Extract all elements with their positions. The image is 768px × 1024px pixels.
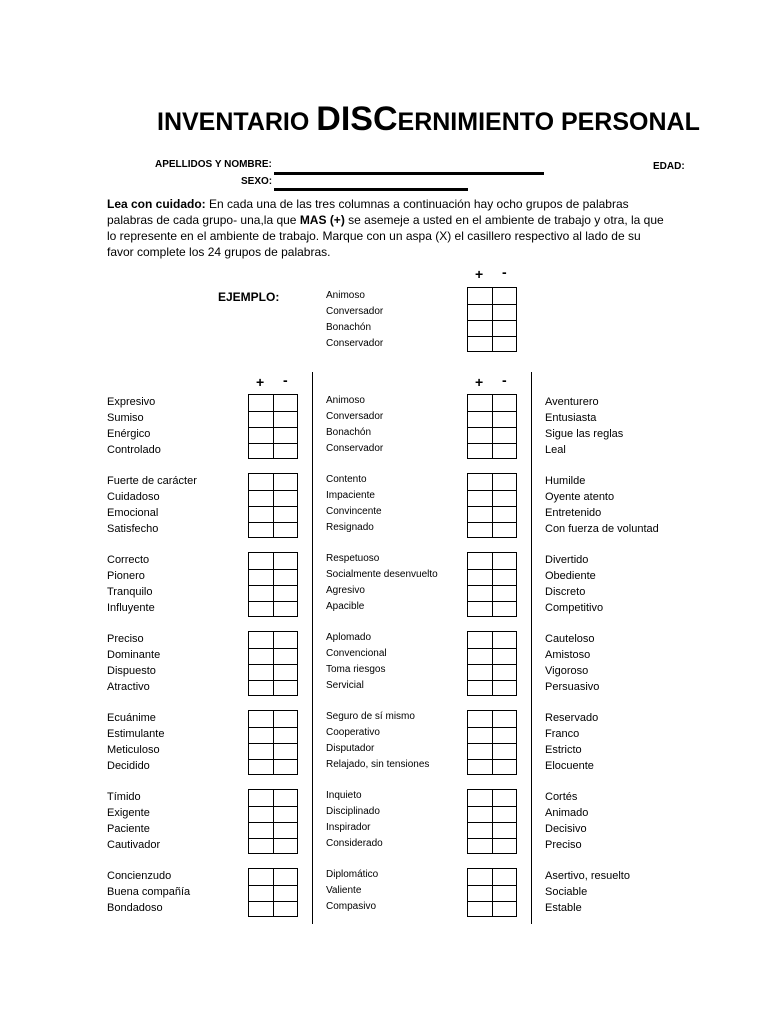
example-label: EJEMPLO: [218, 290, 280, 304]
middle-group-2-word-3: Convincente [326, 506, 382, 517]
left-group-5-checkbox-grid [248, 710, 298, 775]
left-group-4-plus-cell-3[interactable] [249, 664, 273, 679]
example-plus-cell-3[interactable] [468, 320, 492, 335]
left-group-4-word-2: Dominante [107, 649, 161, 661]
middle-group-1-word-4: Conservador [326, 443, 384, 454]
right-group-2-word-2: Oyente atento [545, 491, 615, 503]
middle-group-2-checkbox-grid [467, 473, 517, 538]
left-group-1-minus-cell-3[interactable] [274, 427, 298, 442]
left-group-6-checkbox-grid [248, 789, 298, 854]
left-group-7-minus-cell-1[interactable] [274, 869, 298, 884]
left-group-2-minus-cell-1[interactable] [274, 474, 298, 489]
left-group-2-plus-cell-2[interactable] [249, 490, 273, 505]
left-group-2-minus-cell-4[interactable] [274, 522, 298, 537]
middle-group-1-minus-cell-4[interactable] [493, 443, 517, 458]
middle-group-2-word-4: Resignado [326, 522, 374, 533]
middle-group-2-word-1: Contento [326, 474, 367, 485]
right-group-2-word-4: Con fuerza de voluntad [545, 523, 659, 535]
middle-group-2-minus-cell-2[interactable] [493, 490, 517, 505]
left-group-2-checkbox-grid [248, 473, 298, 538]
instructions-line2-a: palabras de cada grupo- una,la que [107, 213, 300, 227]
right-group-6-word-2: Animado [545, 807, 589, 819]
middle-group-7-minus-cell-2[interactable] [493, 885, 517, 900]
middle-group-4-word-2: Convencional [326, 648, 387, 659]
left-group-2-plus-cell-4[interactable] [249, 522, 273, 537]
middle-group-6-plus-cell-3[interactable] [468, 822, 492, 837]
example-word-3: Bonachón [326, 322, 372, 333]
middle-group-3-word-4: Apacible [326, 601, 365, 612]
left-group-2-word-4: Satisfecho [107, 523, 159, 535]
left-group-6-plus-cell-2[interactable] [249, 806, 273, 821]
instructions [107, 196, 768, 260]
middle-group-7-checkbox-grid [467, 868, 517, 917]
left-group-5-plus-cell-4[interactable] [249, 759, 273, 774]
left-group-2-plus-cell-3[interactable] [249, 506, 273, 521]
middle-group-5-plus-cell-3[interactable] [468, 743, 492, 758]
right-group-5-word-1: Reservado [545, 712, 599, 724]
middle-group-3-word-1: Respetuoso [326, 553, 380, 564]
left-group-1-plus-cell-1[interactable] [249, 395, 273, 410]
left-group-4-minus-cell-3[interactable] [274, 664, 298, 679]
apellidos-field[interactable] [274, 172, 544, 175]
left-group-4-plus-cell-4[interactable] [249, 680, 273, 695]
left-group-5-word-2: Estimulante [107, 728, 165, 740]
left-group-7-minus-cell-2[interactable] [274, 885, 298, 900]
right-group-6-word-4: Preciso [545, 839, 582, 851]
right-group-5-word-2: Franco [545, 728, 580, 740]
middle-group-5-minus-cell-1[interactable] [493, 711, 517, 726]
middle-group-1-word-2: Conversador [326, 411, 384, 422]
left-group-1-plus-cell-2[interactable] [249, 411, 273, 426]
middle-group-6-minus-cell-2[interactable] [493, 806, 517, 821]
middle-group-6-plus-cell-4[interactable] [468, 838, 492, 853]
left-group-2-plus-cell-1[interactable] [249, 474, 273, 489]
middle-group-5-word-1: Seguro de sí mismo [326, 711, 415, 722]
example-minus-cell-1[interactable] [493, 288, 517, 303]
left-group-3-word-1: Correcto [107, 554, 150, 566]
left-group-4-plus-cell-1[interactable] [249, 632, 273, 647]
middle-group-1-plus-cell-1[interactable] [468, 395, 492, 410]
middle-group-2-plus-cell-4[interactable] [468, 522, 492, 537]
instructions-line2-b: se asemeje a usted en el ambiente de trabajo y otra, la que [344, 213, 664, 227]
middle-group-1-minus-cell-2[interactable] [493, 411, 517, 426]
middle-group-5-word-4: Relajado, sin tensiones [326, 759, 430, 770]
title-part-ernimiento: ERNIMIENTO PERSONAL [397, 108, 700, 136]
left-group-1-plus-cell-4[interactable] [249, 443, 273, 458]
left-group-4-minus-cell-4[interactable] [274, 680, 298, 695]
middle-group-2-minus-cell-4[interactable] [493, 522, 517, 537]
left-group-3-plus-cell-1[interactable] [249, 553, 273, 568]
example-minus-cell-2[interactable] [493, 304, 517, 319]
middle-column-plus-header: + [475, 374, 484, 390]
middle-group-4-word-4: Servicial [326, 680, 364, 691]
left-group-6-minus-cell-3[interactable] [274, 822, 298, 837]
middle-group-2-minus-cell-1[interactable] [493, 474, 517, 489]
middle-group-2-plus-cell-1[interactable] [468, 474, 492, 489]
middle-group-5-checkbox-grid [467, 710, 517, 775]
instructions-line4: favor complete los 24 grupos de palabras. [107, 245, 331, 259]
left-group-7-checkbox-grid [248, 868, 298, 917]
middle-group-2-plus-cell-2[interactable] [468, 490, 492, 505]
right-group-2-word-1: Humilde [545, 475, 586, 487]
right-group-4-word-4: Persuasivo [545, 681, 600, 693]
middle-group-4-minus-cell-2[interactable] [493, 648, 517, 663]
left-group-2-minus-cell-3[interactable] [274, 506, 298, 521]
left-group-2-minus-cell-2[interactable] [274, 490, 298, 505]
right-group-2-word-3: Entretenido [545, 507, 602, 519]
left-group-6-minus-cell-2[interactable] [274, 806, 298, 821]
left-group-7-plus-cell-2[interactable] [249, 885, 273, 900]
middle-group-3-minus-cell-4[interactable] [493, 601, 517, 616]
left-column-minus-header: - [283, 372, 288, 388]
left-group-3-minus-cell-3[interactable] [274, 585, 298, 600]
left-group-5-minus-cell-1[interactable] [274, 711, 298, 726]
middle-group-2-word-2: Impaciente [326, 490, 375, 501]
middle-group-4-plus-cell-2[interactable] [468, 648, 492, 663]
middle-group-3-checkbox-grid [467, 552, 517, 617]
left-group-5-plus-cell-2[interactable] [249, 727, 273, 742]
right-group-4-word-3: Vigoroso [545, 665, 589, 677]
middle-group-1-plus-cell-3[interactable] [468, 427, 492, 442]
middle-group-7-plus-cell-1[interactable] [468, 869, 492, 884]
left-group-6-plus-cell-3[interactable] [249, 822, 273, 837]
example-plus-cell-4[interactable] [468, 336, 492, 351]
example-checkbox-grid [467, 287, 517, 352]
right-group-3-word-2: Obediente [545, 570, 596, 582]
left-group-7-plus-cell-3[interactable] [249, 901, 273, 916]
middle-group-6-word-1: Inquieto [326, 790, 362, 801]
example-word-4: Conservador [326, 338, 384, 349]
middle-group-7-word-2: Valiente [326, 885, 362, 896]
left-group-6-word-2: Exigente [107, 807, 150, 819]
middle-group-6-word-3: Inspirador [326, 822, 371, 833]
instructions-lead: Lea con cuidado: [107, 197, 206, 211]
title-part-disc: DISC [316, 100, 398, 138]
middle-group-2-plus-cell-3[interactable] [468, 506, 492, 521]
middle-group-6-plus-cell-1[interactable] [468, 790, 492, 805]
middle-group-4-word-3: Toma riesgos [326, 664, 386, 675]
middle-group-3-plus-cell-2[interactable] [468, 569, 492, 584]
example-minus-header: - [502, 264, 507, 280]
left-group-6-plus-cell-1[interactable] [249, 790, 273, 805]
left-group-1-minus-cell-4[interactable] [274, 443, 298, 458]
middle-group-1-word-1: Animoso [326, 395, 365, 406]
left-group-6-minus-cell-1[interactable] [274, 790, 298, 805]
left-group-6-word-4: Cautivador [107, 839, 161, 851]
right-group-1-word-3: Sigue las reglas [545, 428, 624, 440]
left-group-7-minus-cell-3[interactable] [274, 901, 298, 916]
left-group-4-minus-cell-2[interactable] [274, 648, 298, 663]
left-group-3-minus-cell-1[interactable] [274, 553, 298, 568]
left-group-3-word-2: Pionero [107, 570, 145, 582]
example-plus-header: + [475, 266, 484, 282]
left-group-7-word-3: Bondadoso [107, 902, 163, 914]
middle-group-5-plus-cell-2[interactable] [468, 727, 492, 742]
left-group-3-plus-cell-4[interactable] [249, 601, 273, 616]
example-plus-cell-1[interactable] [468, 288, 492, 303]
left-group-4-word-4: Atractivo [107, 681, 150, 693]
instructions-line1: En cada una de las tres columnas a continuación hay ocho grupos de palabras [205, 197, 629, 211]
left-group-6-minus-cell-4[interactable] [274, 838, 298, 853]
right-group-6-word-1: Cortés [545, 791, 578, 803]
middle-group-3-word-3: Agresivo [326, 585, 365, 596]
middle-group-5-minus-cell-4[interactable] [493, 759, 517, 774]
right-group-3-word-1: Divertido [545, 554, 589, 566]
right-group-4-word-2: Amistoso [545, 649, 591, 661]
middle-group-3-plus-cell-3[interactable] [468, 585, 492, 600]
middle-group-6-plus-cell-2[interactable] [468, 806, 492, 821]
right-group-6-word-3: Decisivo [545, 823, 587, 835]
middle-group-4-plus-cell-1[interactable] [468, 632, 492, 647]
middle-group-5-word-2: Cooperativo [326, 727, 380, 738]
left-group-1-word-2: Sumiso [107, 412, 144, 424]
right-group-5-word-4: Elocuente [545, 760, 594, 772]
middle-group-3-word-2: Socialmente desenvuelto [326, 569, 438, 580]
middle-group-5-minus-cell-3[interactable] [493, 743, 517, 758]
left-group-5-minus-cell-4[interactable] [274, 759, 298, 774]
left-group-3-word-3: Tranquilo [107, 586, 153, 598]
right-group-4-word-1: Cauteloso [545, 633, 595, 645]
middle-group-7-word-3: Compasivo [326, 901, 377, 912]
column-divider-right [531, 372, 532, 924]
left-group-5-word-3: Meticuloso [107, 744, 160, 756]
middle-column-minus-header: - [502, 372, 507, 388]
left-group-1-word-3: Enérgico [107, 428, 151, 440]
middle-group-5-plus-cell-1[interactable] [468, 711, 492, 726]
middle-group-3-plus-cell-4[interactable] [468, 601, 492, 616]
left-group-2-word-3: Emocional [107, 507, 159, 519]
left-group-4-word-3: Dispuesto [107, 665, 156, 677]
left-column-plus-header: + [256, 374, 265, 390]
instructions-line3: lo represente en el ambiente de trabajo. Marque con un aspa (X) el casillero respectivo al lado de su [107, 229, 641, 243]
example-minus-cell-4[interactable] [493, 336, 517, 351]
middle-group-4-minus-cell-3[interactable] [493, 664, 517, 679]
left-group-4-checkbox-grid [248, 631, 298, 696]
middle-group-1-minus-cell-1[interactable] [493, 395, 517, 410]
middle-group-7-word-1: Diplomático [326, 869, 379, 880]
middle-group-7-plus-cell-2[interactable] [468, 885, 492, 900]
middle-group-5-word-3: Disputador [326, 743, 375, 754]
middle-group-7-minus-cell-3[interactable] [493, 901, 517, 916]
left-group-1-minus-cell-2[interactable] [274, 411, 298, 426]
left-group-1-checkbox-grid [248, 394, 298, 459]
instructions-line2-bold: MAS (+) [299, 213, 345, 227]
example-word-2: Conversador [326, 306, 384, 317]
middle-group-4-minus-cell-4[interactable] [493, 680, 517, 695]
right-group-3-word-4: Competitivo [545, 602, 604, 614]
right-group-7-word-2: Sociable [545, 886, 588, 898]
left-group-5-minus-cell-3[interactable] [274, 743, 298, 758]
middle-group-6-checkbox-grid [467, 789, 517, 854]
left-group-6-word-3: Paciente [107, 823, 150, 835]
right-group-3-word-3: Discreto [545, 586, 586, 598]
title-part-inventario: INVENTARIO [157, 108, 310, 136]
right-group-7-word-3: Estable [545, 902, 582, 914]
left-group-5-plus-cell-3[interactable] [249, 743, 273, 758]
edad-label: EDAD: [653, 161, 685, 172]
middle-group-4-checkbox-grid [467, 631, 517, 696]
middle-group-5-plus-cell-4[interactable] [468, 759, 492, 774]
left-group-4-minus-cell-1[interactable] [274, 632, 298, 647]
middle-group-1-checkbox-grid [467, 394, 517, 459]
middle-group-4-minus-cell-1[interactable] [493, 632, 517, 647]
left-group-7-plus-cell-1[interactable] [249, 869, 273, 884]
left-group-6-word-1: Tímido [107, 791, 141, 803]
middle-group-6-minus-cell-4[interactable] [493, 838, 517, 853]
sexo-label: SEXO: [241, 176, 273, 187]
left-group-4-plus-cell-2[interactable] [249, 648, 273, 663]
middle-group-3-plus-cell-1[interactable] [468, 553, 492, 568]
left-group-2-word-2: Cuidadoso [107, 491, 160, 503]
left-group-1-word-4: Controlado [107, 444, 161, 456]
middle-group-6-minus-cell-1[interactable] [493, 790, 517, 805]
left-group-4-word-1: Preciso [107, 633, 144, 645]
left-group-5-plus-cell-1[interactable] [249, 711, 273, 726]
middle-group-6-word-4: Considerado [326, 838, 383, 849]
middle-group-1-plus-cell-4[interactable] [468, 443, 492, 458]
right-group-5-word-3: Estricto [545, 744, 582, 756]
left-group-1-minus-cell-1[interactable] [274, 395, 298, 410]
left-group-3-checkbox-grid [248, 552, 298, 617]
page-title [157, 100, 700, 139]
column-divider-left [312, 372, 313, 924]
middle-group-3-minus-cell-2[interactable] [493, 569, 517, 584]
middle-group-3-minus-cell-1[interactable] [493, 553, 517, 568]
left-group-1-plus-cell-3[interactable] [249, 427, 273, 442]
left-group-7-word-2: Buena compañía [107, 886, 191, 898]
left-group-5-word-4: Decidido [107, 760, 150, 772]
middle-group-3-minus-cell-3[interactable] [493, 585, 517, 600]
middle-group-1-minus-cell-3[interactable] [493, 427, 517, 442]
left-group-5-word-1: Ecuánime [107, 712, 156, 724]
middle-group-1-plus-cell-2[interactable] [468, 411, 492, 426]
example-plus-cell-2[interactable] [468, 304, 492, 319]
middle-group-7-minus-cell-1[interactable] [493, 869, 517, 884]
sexo-field[interactable] [274, 188, 468, 191]
middle-group-2-minus-cell-3[interactable] [493, 506, 517, 521]
left-group-3-minus-cell-2[interactable] [274, 569, 298, 584]
example-word-1: Animoso [326, 290, 365, 301]
left-group-6-plus-cell-4[interactable] [249, 838, 273, 853]
left-group-5-minus-cell-2[interactable] [274, 727, 298, 742]
middle-group-1-word-3: Bonachón [326, 427, 372, 438]
example-minus-cell-3[interactable] [493, 320, 517, 335]
left-group-3-plus-cell-2[interactable] [249, 569, 273, 584]
left-group-7-word-1: Concienzudo [107, 870, 172, 882]
middle-group-5-minus-cell-2[interactable] [493, 727, 517, 742]
left-group-3-word-4: Influyente [107, 602, 155, 614]
left-group-2-word-1: Fuerte de carácter [107, 475, 197, 487]
left-group-3-minus-cell-4[interactable] [274, 601, 298, 616]
middle-group-4-plus-cell-3[interactable] [468, 664, 492, 679]
left-group-3-plus-cell-3[interactable] [249, 585, 273, 600]
middle-group-7-plus-cell-3[interactable] [468, 901, 492, 916]
left-group-1-word-1: Expresivo [107, 396, 156, 408]
middle-group-6-minus-cell-3[interactable] [493, 822, 517, 837]
right-group-1-word-2: Entusiasta [545, 412, 597, 424]
right-group-1-word-4: Leal [545, 444, 566, 456]
right-group-7-word-1: Asertivo, resuelto [545, 870, 630, 882]
right-group-1-word-1: Aventurero [545, 396, 599, 408]
apellidos-label: APELLIDOS Y NOMBRE: [155, 159, 272, 170]
middle-group-4-plus-cell-4[interactable] [468, 680, 492, 695]
middle-group-6-word-2: Disciplinado [326, 806, 380, 817]
middle-group-4-word-1: Aplomado [326, 632, 372, 643]
